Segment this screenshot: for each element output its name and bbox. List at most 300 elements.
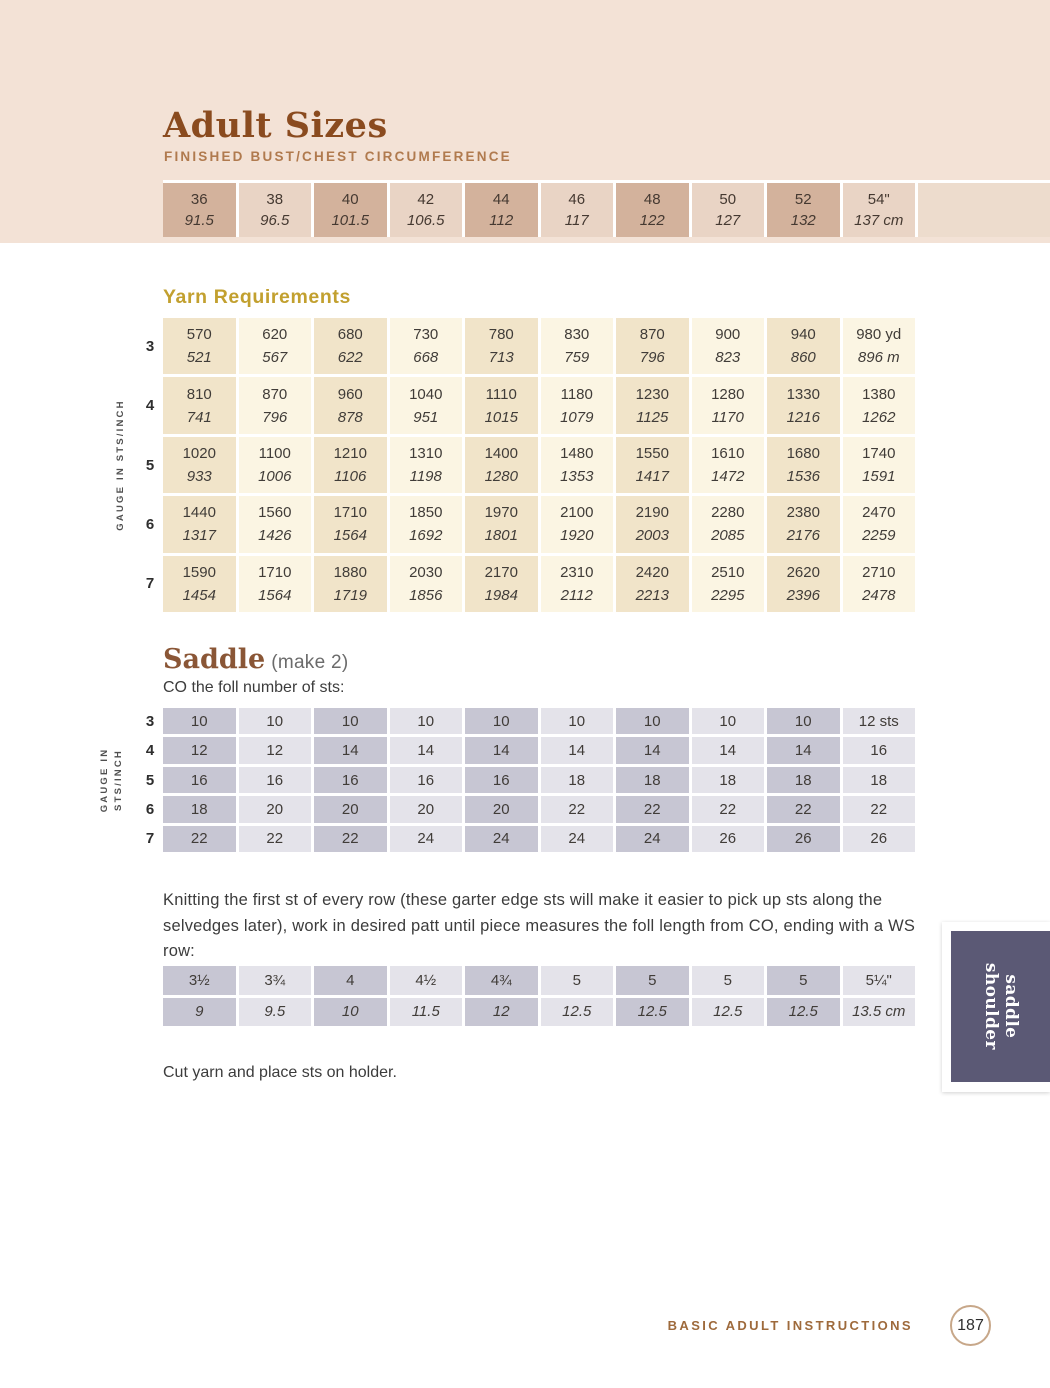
yarn-yd-value: 780 (488, 326, 514, 344)
saddle-cast-on-cell: 16 (314, 767, 387, 793)
page-title: Adult Sizes (163, 105, 388, 147)
yarn-yd-value: 1330 (786, 385, 820, 403)
saddle-table-row (140, 826, 915, 852)
page-number-badge (950, 1305, 991, 1346)
yarn-table-cell (692, 318, 765, 374)
length-cm-cell-text: 12 (492, 1003, 510, 1021)
length-inches-cell (163, 966, 236, 995)
yarn-table-cell (616, 437, 689, 493)
yarn-table-cell (314, 377, 387, 433)
saddle-cast-on-cell: 10 (390, 708, 463, 734)
saddle-cast-on-cell: 14 (541, 737, 614, 763)
saddle-cast-on-cell: 18 (843, 767, 916, 793)
size-inches-value: 52 (794, 191, 812, 208)
saddle-gauge-axis-line1: GAUGE IN (99, 747, 110, 813)
length-cm-cell-text: 9 (195, 1003, 204, 1021)
yarn-m-value: 1536 (786, 468, 820, 486)
yarn-table-cell (616, 496, 689, 552)
yarn-table-cell (616, 377, 689, 433)
yarn-table-cell (767, 318, 840, 374)
saddle-cast-on-cell: 10 (616, 708, 689, 734)
length-cm-cell-text: 12.5 (788, 1003, 818, 1021)
length-cm-cell (541, 998, 614, 1027)
yarn-table-cell (314, 318, 387, 374)
yarn-table-cell (390, 437, 463, 493)
size-cm-value: 122 (639, 212, 665, 229)
yarn-table-row (140, 377, 915, 433)
saddle-cast-on-cell: 18 (163, 796, 236, 822)
yarn-yd-value: 1480 (560, 445, 594, 463)
yarn-m-value: 2259 (862, 527, 896, 545)
size-inches-value: 42 (417, 191, 435, 208)
saddle-cast-on-cell: 24 (616, 826, 689, 852)
yarn-yd-value: 960 (337, 385, 363, 403)
yarn-yd-value: 2170 (484, 563, 518, 581)
yarn-table-cell (239, 496, 312, 552)
yarn-yd-value: 1020 (182, 445, 216, 463)
yarn-table-cell (239, 377, 312, 433)
yarn-table-cell (843, 496, 916, 552)
yarn-table-cell (239, 437, 312, 493)
yarn-table-cell (314, 437, 387, 493)
saddle-cast-on-cell: 22 (541, 796, 614, 822)
yarn-table-cell (692, 437, 765, 493)
length-cm-cell-text: 12.5 (562, 1003, 592, 1021)
yarn-yd-value: 1850 (409, 504, 443, 522)
length-inches-cell-text: 3¾ (264, 971, 286, 989)
chapter-thumb-tab (942, 922, 1050, 1092)
saddle-cast-on-cell: 24 (465, 826, 538, 852)
yarn-table-cell (465, 496, 538, 552)
yarn-m-value: 2213 (635, 586, 669, 604)
saddle-table-row (140, 737, 915, 763)
yarn-m-value: 1280 (484, 468, 518, 486)
yarn-table-cell (692, 377, 765, 433)
saddle-cast-on-cell: 20 (390, 796, 463, 822)
yarn-table-cell (843, 377, 916, 433)
saddle-cast-on-cell: 26 (692, 826, 765, 852)
size-table-cell (541, 183, 614, 237)
yarn-table-cell (541, 377, 614, 433)
yarn-m-value: 2112 (560, 586, 593, 604)
saddle-cast-on-cell: 22 (163, 826, 236, 852)
yarn-table-cell (163, 318, 236, 374)
length-inches-cell (465, 966, 538, 995)
yarn-yd-value: 1310 (409, 445, 443, 463)
size-inches-value: 38 (266, 191, 284, 208)
gauge-row-label: 5 (145, 456, 155, 474)
saddle-cast-on-cell: 14 (616, 737, 689, 763)
yarn-m-value: 741 (186, 408, 212, 426)
saddle-cast-on-cell: 20 (465, 796, 538, 822)
yarn-m-value: 1692 (409, 527, 443, 545)
size-inches-value: 44 (492, 191, 510, 208)
saddle-cast-on-cell: 10 (314, 708, 387, 734)
yarn-m-value: 1216 (786, 408, 820, 426)
length-table-row (140, 966, 915, 995)
gauge-row-label: 7 (145, 575, 155, 593)
tab-label-line2: shoulder (980, 963, 1001, 1050)
saddle-cast-on-cell: 12 sts (843, 708, 916, 734)
yarn-yd-value: 2310 (560, 563, 594, 581)
yarn-table-cell (616, 556, 689, 612)
length-inches-cell-text: 5 (799, 971, 808, 989)
yarn-table-cell (541, 437, 614, 493)
yarn-table-cell (465, 377, 538, 433)
yarn-yd-value: 1740 (862, 445, 896, 463)
footer-section-label: BASIC ADULT INSTRUCTIONS (667, 1318, 913, 1333)
yarn-m-value: 896 m (857, 349, 900, 367)
saddle-cast-on-cell: 22 (239, 826, 312, 852)
saddle-cast-on-cell: 16 (843, 737, 916, 763)
saddle-cast-on-cell: 26 (767, 826, 840, 852)
yarn-table-cell (767, 377, 840, 433)
yarn-yd-value: 1210 (333, 445, 367, 463)
subtitle: FINISHED BUST/CHEST CIRCUMFERENCE (164, 149, 512, 164)
page-number: 187 (957, 1316, 984, 1334)
size-table-filler (918, 183, 1050, 237)
yarn-yd-value: 620 (262, 326, 288, 344)
yarn-yd-value: 1610 (711, 445, 745, 463)
tab-label-line1: saddle (1000, 974, 1021, 1039)
size-cm-value: 101.5 (331, 212, 370, 229)
yarn-m-value: 759 (564, 349, 590, 367)
size-cm-value: 112 (489, 212, 514, 229)
yarn-table-cell (163, 437, 236, 493)
saddle-table-row (140, 708, 915, 734)
gauge-row-label: 6 (145, 800, 155, 818)
yarn-m-value: 1856 (409, 586, 443, 604)
yarn-m-value: 1125 (636, 408, 669, 426)
yarn-m-value: 1262 (862, 408, 896, 426)
size-table-cell (616, 183, 689, 237)
yarn-yd-value: 870 (639, 326, 665, 344)
length-cm-cell (390, 998, 463, 1027)
saddle-cast-on-cell: 18 (541, 767, 614, 793)
yarn-yd-value: 830 (564, 326, 590, 344)
saddle-cast-on-cell: 24 (390, 826, 463, 852)
yarn-table-cell (390, 318, 463, 374)
saddle-cast-on-cell: 18 (692, 767, 765, 793)
length-cm-cell-text: 13.5 cm (852, 1003, 906, 1021)
yarn-yd-value: 2710 (862, 563, 896, 581)
yarn-yd-value: 2470 (862, 504, 896, 522)
yarn-table-cell (616, 318, 689, 374)
yarn-m-value: 823 (715, 349, 741, 367)
yarn-table-cell (465, 318, 538, 374)
yarn-m-value: 622 (337, 349, 363, 367)
saddle-cast-on-cell: 10 (163, 708, 236, 734)
saddle-cast-on-table (140, 708, 915, 852)
yarn-m-value: 1426 (258, 527, 292, 545)
gauge-row-label: 4 (145, 742, 155, 760)
yarn-table-cell (843, 318, 916, 374)
gauge-row-label: 3 (145, 337, 155, 355)
length-inches-cell (390, 966, 463, 995)
length-inches-cell (616, 966, 689, 995)
length-inches-cell-text: 5 (572, 971, 581, 989)
length-cm-cell (843, 998, 916, 1027)
yarn-m-value: 933 (186, 468, 212, 486)
length-row-spacer (140, 998, 160, 1027)
saddle-table-row (140, 796, 915, 822)
length-cm-cell-text: 10 (341, 1003, 359, 1021)
yarn-gauge-axis-label: GAUGE IN STS/INCH (115, 399, 126, 531)
length-cm-cell (163, 998, 236, 1027)
yarn-m-value: 796 (262, 408, 288, 426)
yarn-yd-value: 2190 (635, 504, 669, 522)
size-inches-value: 54" (867, 191, 890, 208)
yarn-yd-value: 680 (337, 326, 363, 344)
size-cm-value: 96.5 (260, 212, 290, 229)
yarn-yd-value: 1180 (560, 385, 593, 403)
saddle-cast-on-cell: 14 (692, 737, 765, 763)
yarn-table-cell (390, 496, 463, 552)
yarn-m-value: 796 (639, 349, 665, 367)
length-inches-cell-text: 4¾ (490, 971, 512, 989)
length-cm-cell (767, 998, 840, 1027)
yarn-m-value: 1591 (862, 468, 896, 486)
yarn-table-cell (390, 556, 463, 612)
length-inches-cell-text: 5¼" (865, 971, 892, 989)
saddle-heading-text: Saddle (163, 644, 266, 675)
yarn-table-cell (541, 556, 614, 612)
saddle-cast-on-cell: 22 (314, 826, 387, 852)
size-table-cell (239, 183, 312, 237)
yarn-table-row (140, 437, 915, 493)
size-cm-value: 117 (564, 212, 589, 229)
yarn-yd-value: 570 (186, 326, 212, 344)
yarn-table-cell (163, 377, 236, 433)
length-cm-cell-text: 12.5 (713, 1003, 743, 1021)
yarn-table-cell (843, 556, 916, 612)
saddle-cast-on-cell: 10 (692, 708, 765, 734)
yarn-yd-value: 1680 (786, 445, 820, 463)
yarn-yd-value: 940 (790, 326, 816, 344)
saddle-cast-on-cell: 20 (314, 796, 387, 822)
yarn-m-value: 1079 (560, 408, 594, 426)
length-inches-cell-text: 5 (723, 971, 732, 989)
saddle-cast-on-cell: 14 (767, 737, 840, 763)
yarn-m-value: 860 (790, 349, 816, 367)
yarn-yd-value: 1400 (484, 445, 518, 463)
yarn-m-value: 2396 (786, 586, 820, 604)
length-inches-cell (239, 966, 312, 995)
saddle-cast-on-cell: 20 (239, 796, 312, 822)
saddle-gauge-axis-line2: STS/INCH (112, 749, 124, 811)
yarn-yd-value: 1380 (862, 385, 896, 403)
saddle-cast-on-cell: 22 (843, 796, 916, 822)
yarn-requirements-table (140, 318, 915, 612)
length-inches-cell (541, 966, 614, 995)
size-cm-value: 137 cm (854, 212, 904, 229)
knitting-instructions-paragraph: Knitting the first st of every row (these garter edge sts will make it easier to pick up sts along the selvedges later), work in desired patt until piece measures the foll length from CO, ending with a WS row: (163, 891, 916, 961)
saddle-cast-on-cell: 24 (541, 826, 614, 852)
yarn-m-value: 1801 (484, 527, 518, 545)
saddle-heading-note: (make 2) (271, 652, 349, 673)
yarn-m-value: 521 (186, 349, 212, 367)
yarn-yd-value: 2420 (635, 563, 669, 581)
chapter-thumb-tab-background (951, 931, 1050, 1082)
gauge-row-label: 5 (145, 771, 155, 789)
yarn-table-cell (541, 318, 614, 374)
yarn-table-cell (692, 496, 765, 552)
yarn-m-value: 1106 (334, 468, 367, 486)
saddle-cast-on-cell: 16 (163, 767, 236, 793)
gauge-row-label: 6 (145, 515, 155, 533)
saddle-cast-on-cell: 22 (767, 796, 840, 822)
yarn-yd-value: 2030 (409, 563, 443, 581)
saddle-cast-on-cell: 22 (692, 796, 765, 822)
saddle-cast-on-cell: 10 (465, 708, 538, 734)
saddle-cast-on-cell: 12 (239, 737, 312, 763)
cut-yarn-instruction: Cut yarn and place sts on holder. (163, 1064, 397, 1081)
size-table-cell (314, 183, 387, 237)
yarn-yd-value: 1440 (182, 504, 216, 522)
yarn-table-row (140, 496, 915, 552)
yarn-m-value: 1317 (182, 527, 216, 545)
yarn-m-value: 878 (337, 408, 363, 426)
yarn-m-value: 1198 (409, 468, 442, 486)
saddle-cast-on-cell: 16 (465, 767, 538, 793)
saddle-cast-on-cell: 14 (390, 737, 463, 763)
yarn-m-value: 2295 (711, 586, 745, 604)
yarn-yd-value: 1280 (711, 385, 745, 403)
yarn-yd-value: 900 (715, 326, 741, 344)
yarn-yd-value: 730 (413, 326, 439, 344)
yarn-table-cell (767, 437, 840, 493)
yarn-table-cell (163, 496, 236, 552)
length-cm-cell-text: 11.5 (411, 1003, 440, 1021)
yarn-m-value: 1564 (258, 586, 292, 604)
yarn-yd-value: 810 (186, 385, 212, 403)
length-inches-cell (767, 966, 840, 995)
length-inches-cell-text: 5 (648, 971, 657, 989)
yarn-yd-value: 870 (262, 385, 288, 403)
yarn-yd-value: 1560 (258, 504, 292, 522)
size-cm-value: 106.5 (406, 212, 445, 229)
yarn-yd-value: 2100 (560, 504, 594, 522)
yarn-yd-value: 1970 (484, 504, 518, 522)
length-cm-cell-text: 12.5 (637, 1003, 667, 1021)
chapter-thumb-tab-label (980, 957, 1021, 1056)
cast-on-instruction: CO the foll number of sts: (163, 679, 345, 696)
length-cm-cell (239, 998, 312, 1027)
size-table-cell (163, 183, 236, 237)
saddle-gauge-axis-label (98, 700, 126, 860)
length-inches-cell (692, 966, 765, 995)
yarn-m-value: 2085 (711, 527, 745, 545)
yarn-m-value: 567 (262, 349, 288, 367)
size-cm-value: 127 (715, 212, 741, 229)
length-inches-cell-text: 4½ (415, 971, 437, 989)
saddle-cast-on-cell: 16 (239, 767, 312, 793)
size-table (163, 180, 1050, 237)
length-inches-cell (314, 966, 387, 995)
size-inches-value: 36 (190, 191, 208, 208)
size-table-cell (692, 183, 765, 237)
yarn-m-value: 713 (488, 349, 514, 367)
size-inches-value: 46 (568, 191, 586, 208)
saddle-cast-on-cell: 12 (163, 737, 236, 763)
yarn-yd-value: 1710 (333, 504, 367, 522)
yarn-table-cell (767, 496, 840, 552)
yarn-yd-value: 2620 (786, 563, 820, 581)
yarn-yd-value: 1590 (182, 563, 216, 581)
yarn-m-value: 2176 (786, 527, 820, 545)
size-table-cell (767, 183, 840, 237)
size-inches-value: 50 (719, 191, 737, 208)
length-table-row (140, 998, 915, 1027)
size-table-cell (465, 183, 538, 237)
gauge-row-label: 7 (145, 830, 155, 848)
yarn-requirements-heading: Yarn Requirements (163, 286, 351, 308)
yarn-m-value: 1719 (333, 586, 367, 604)
length-inches-cell-text: 4 (346, 971, 355, 989)
saddle-cast-on-cell: 16 (390, 767, 463, 793)
yarn-m-value: 1006 (258, 468, 292, 486)
length-cm-cell (692, 998, 765, 1027)
yarn-m-value: 1920 (560, 527, 594, 545)
gauge-row-label: 3 (145, 712, 155, 730)
yarn-yd-value: 1710 (258, 563, 292, 581)
saddle-cast-on-cell: 10 (541, 708, 614, 734)
yarn-m-value: 1417 (635, 468, 669, 486)
size-inches-value: 40 (341, 191, 359, 208)
yarn-m-value: 951 (413, 408, 439, 426)
yarn-yd-value: 2280 (711, 504, 745, 522)
yarn-m-value: 1015 (484, 408, 518, 426)
yarn-yd-value: 1880 (333, 563, 367, 581)
size-table-cell (390, 183, 463, 237)
saddle-cast-on-cell: 18 (767, 767, 840, 793)
yarn-table-cell (465, 556, 538, 612)
yarn-table-cell (692, 556, 765, 612)
saddle-cast-on-cell: 26 (843, 826, 916, 852)
yarn-table-row (140, 318, 915, 374)
yarn-table-cell (239, 318, 312, 374)
yarn-yd-value: 1100 (258, 445, 291, 463)
yarn-yd-value: 2380 (786, 504, 820, 522)
yarn-m-value: 1472 (711, 468, 745, 486)
size-cm-value: 91.5 (184, 212, 214, 229)
gauge-row-label: 4 (145, 397, 155, 415)
yarn-yd-value: 980 yd (856, 326, 902, 344)
yarn-m-value: 1170 (711, 408, 744, 426)
yarn-m-value: 668 (413, 349, 439, 367)
yarn-m-value: 1984 (484, 586, 518, 604)
saddle-table-row (140, 767, 915, 793)
saddle-cast-on-cell: 10 (767, 708, 840, 734)
length-cm-cell (314, 998, 387, 1027)
length-row-spacer (140, 966, 160, 995)
length-cm-cell (616, 998, 689, 1027)
saddle-cast-on-cell: 22 (616, 796, 689, 822)
saddle-cast-on-cell: 14 (465, 737, 538, 763)
saddle-heading (163, 644, 349, 675)
yarn-m-value: 1454 (182, 586, 216, 604)
yarn-m-value: 2478 (862, 586, 896, 604)
size-cm-value: 132 (790, 212, 816, 229)
yarn-table-cell (541, 496, 614, 552)
yarn-m-value: 1564 (333, 527, 367, 545)
yarn-table-cell (314, 556, 387, 612)
saddle-cast-on-cell: 10 (239, 708, 312, 734)
length-table (140, 966, 915, 1026)
yarn-yd-value: 1110 (485, 385, 517, 403)
yarn-yd-value: 2510 (711, 563, 745, 581)
yarn-table-row (140, 556, 915, 612)
